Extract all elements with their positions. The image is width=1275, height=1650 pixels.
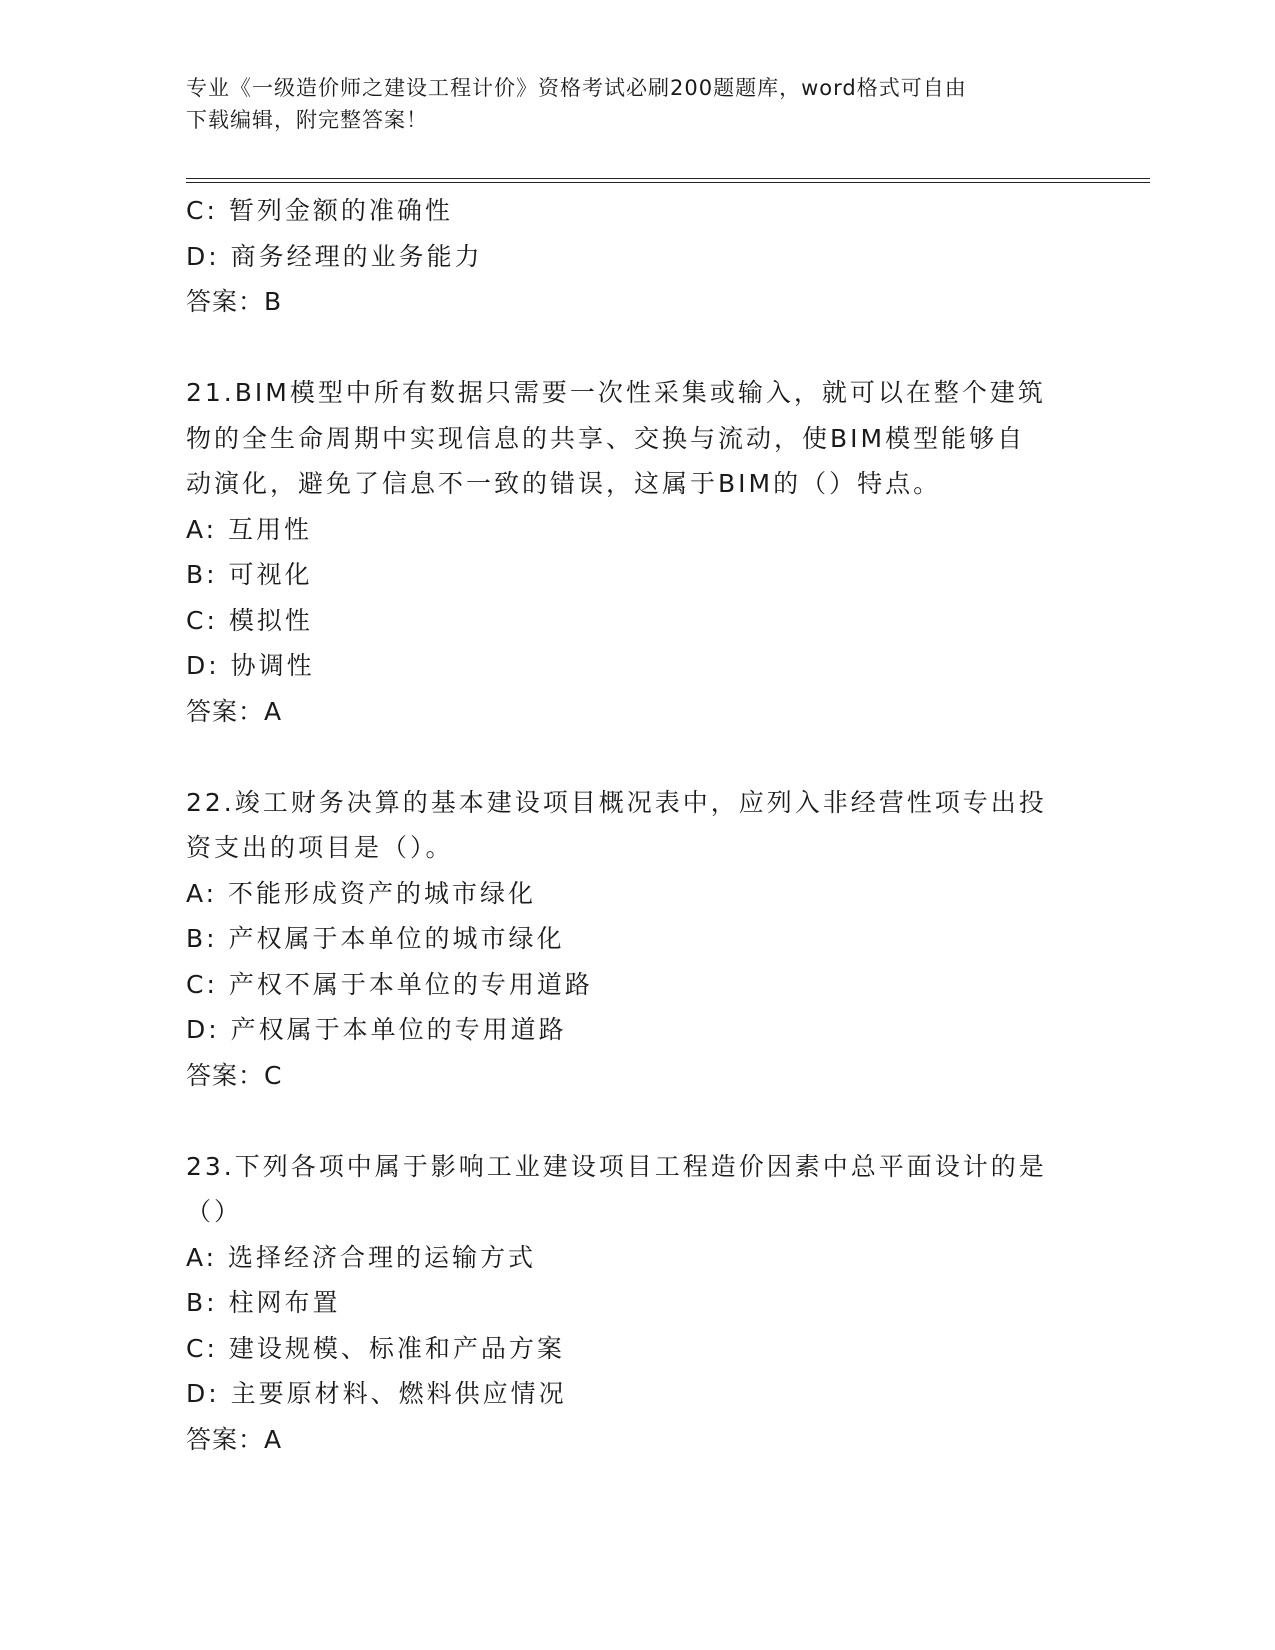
answer-line: 答案：B — [186, 287, 283, 316]
header-line-1: 专业《一级造价师之建设工程计价》资格考试必刷200题题库，word格式可自由 — [186, 76, 967, 100]
question-block-22 — [186, 780, 1086, 1099]
question-text-line: 资支出的项目是（）。 — [186, 833, 454, 862]
previous-question-tail — [186, 188, 1086, 325]
spacer — [186, 734, 1086, 780]
option-c: C: 产权不属于本单位的专用道路 — [186, 969, 593, 999]
question-text-line: 21.BIM模型中所有数据只需要一次性采集或输入，就可以在整个建筑 — [186, 378, 1046, 407]
option-d: D: 协调性 — [186, 651, 315, 680]
answer-line: 答案：C — [186, 1060, 283, 1090]
document-header — [186, 72, 1066, 136]
option-b: B: 产权属于本单位的城市绿化 — [186, 924, 565, 953]
option-a: A: 不能形成资产的城市绿化 — [186, 878, 537, 908]
option-d: D: 产权属于本单位的专用道路 — [186, 1015, 567, 1044]
option-c: C: 模拟性 — [186, 605, 313, 635]
header-divider-bottom — [186, 182, 1150, 183]
question-content — [186, 188, 1086, 1462]
option-d: D: 商务经理的业务能力 — [186, 241, 483, 271]
option-b: B: 可视化 — [186, 560, 313, 589]
option-b: B: 柱网布置 — [186, 1288, 341, 1317]
question-text-line: 物的全生命周期中实现信息的共享、交换与流动，使BIM模型能够自 — [186, 423, 1026, 453]
answer-line: 答案：A — [186, 1424, 283, 1454]
header-line-2: 下载编辑，附完整答案！ — [186, 108, 428, 132]
answer-line: 答案：A — [186, 696, 283, 726]
spacer — [186, 1098, 1086, 1144]
question-text-line: （） — [186, 1197, 243, 1226]
header-divider-top — [186, 178, 1150, 179]
option-d: D: 主要原材料、燃料供应情况 — [186, 1379, 567, 1408]
question-text-line: 22.竣工财务决算的基本建设项目概况表中，应列入非经营性项专出投 — [186, 787, 1047, 817]
question-text-line: 动演化，避免了信息不一致的错误，这属于BIM的（）特点。 — [186, 469, 942, 498]
spacer — [186, 325, 1086, 371]
question-block-23 — [186, 1144, 1086, 1463]
option-c: C: 建设规模、标准和产品方案 — [186, 1333, 565, 1363]
option-c: C: 暂列金额的准确性 — [186, 196, 453, 225]
option-a: A: 选择经济合理的运输方式 — [186, 1242, 537, 1272]
question-text-line: 23.下列各项中属于影响工业建设项目工程造价因素中总平面设计的是 — [186, 1151, 1047, 1181]
option-a: A: 互用性 — [186, 514, 313, 544]
question-block-21 — [186, 370, 1086, 734]
